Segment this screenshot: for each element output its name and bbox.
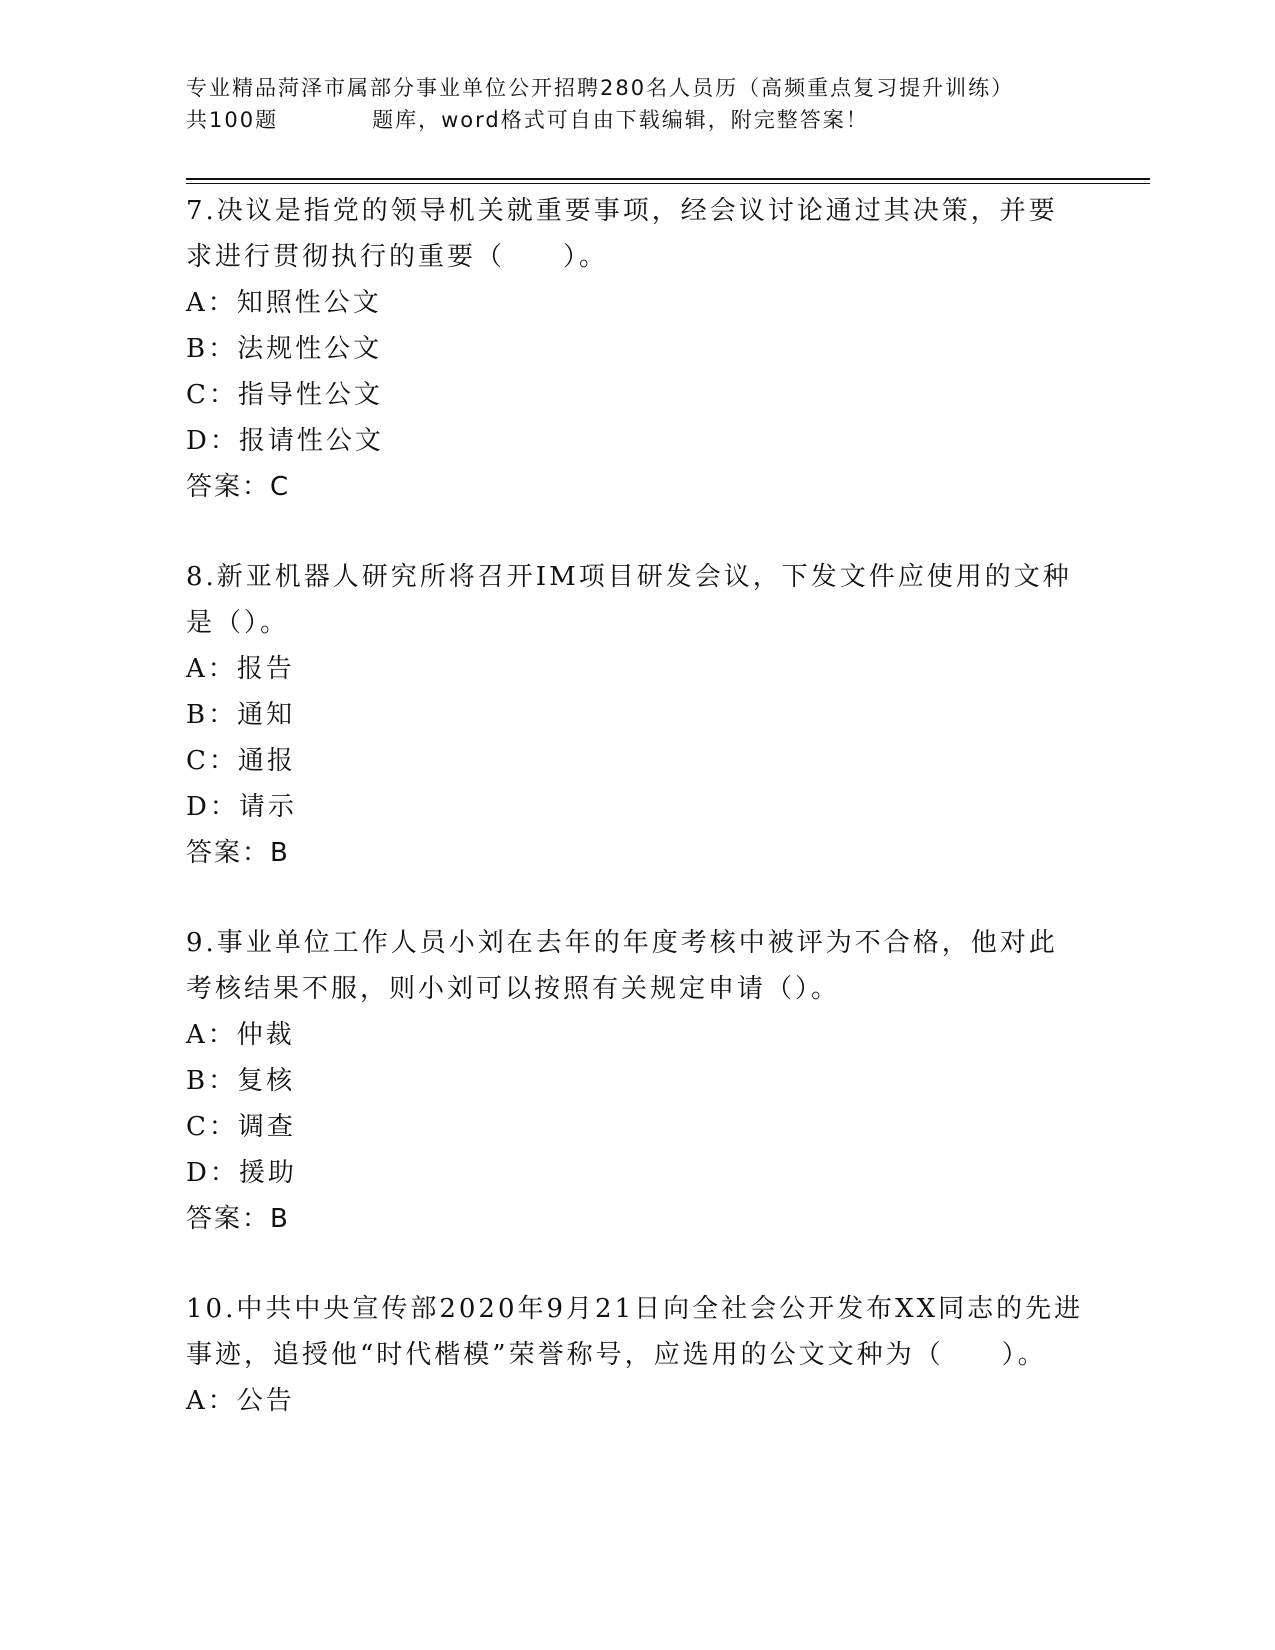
option-a: A：报告	[186, 654, 295, 684]
option-c: C：通报	[186, 746, 296, 776]
option-d: D：请示	[186, 792, 297, 822]
header-subtitle-line	[186, 104, 1086, 136]
option-b: B：复核	[186, 1066, 296, 1096]
question-text: 10.中共中央宣传部2020年9月21日向全社会公开发布XX同志的先进事迹，追授他“时代楷模”荣誉称号，应选用的公文文种为（ ）。	[186, 1294, 1084, 1370]
header-question-count: 共100题	[186, 108, 279, 132]
option-b: B：法规性公文	[186, 334, 383, 364]
question-item	[186, 554, 1086, 876]
option-c: C：指导性公文	[186, 380, 383, 410]
answer-line: 答案：B	[186, 1204, 290, 1234]
question-item	[186, 1286, 1086, 1424]
answer-line: 答案：C	[186, 472, 291, 502]
question-text: 8.新亚机器人研究所将召开IM项目研发会议，下发文件应使用的文种是（）。	[186, 562, 1072, 638]
question-text: 9.事业单位工作人员小刘在去年的年度考核中被评为不合格，他对此考核结果不服，则小刘可以按照有关规定申请（）。	[186, 928, 1058, 1004]
option-a: A：知照性公文	[186, 288, 382, 318]
header-format-note: 题库，word格式可自由下载编辑，附完整答案！	[372, 108, 869, 132]
header-divider-thick	[186, 178, 1150, 180]
option-a: A：公告	[186, 1386, 295, 1416]
question-list	[186, 188, 1086, 1424]
document-header	[186, 72, 1086, 136]
question-item	[186, 920, 1086, 1242]
option-c: C：调查	[186, 1112, 296, 1142]
question-text: 7.决议是指党的领导机关就重要事项，经会议讨论通过其决策，并要求进行贯彻执行的重要（ ）。	[186, 196, 1058, 272]
option-d: D：援助	[186, 1158, 297, 1188]
option-a: A：仲裁	[186, 1020, 295, 1050]
option-b: B：通知	[186, 700, 296, 730]
header-divider-thin	[186, 183, 1150, 184]
answer-line: 答案：B	[186, 838, 290, 868]
question-item	[186, 188, 1086, 510]
header-title-line: 专业精品菏泽市属部分事业单位公开招聘280名人员历（高频重点复习提升训练）	[186, 76, 1015, 100]
option-d: D：报请性公文	[186, 426, 384, 456]
